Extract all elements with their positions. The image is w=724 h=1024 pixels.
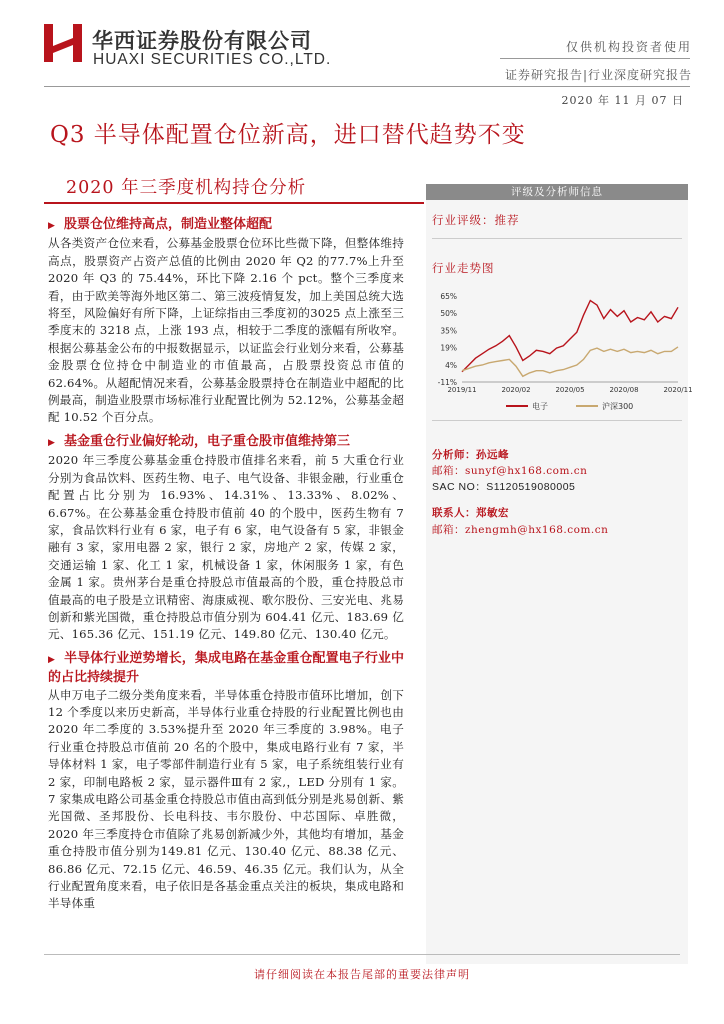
y-tick-label: -11% [437,378,457,387]
x-tick-label: 2019/11 [447,386,477,394]
y-tick-label: 65% [440,292,457,301]
section-heading: ▶ 基金重仓行业偏好轮动，电子重仓股市值维持第三 [48,433,404,452]
y-tick-label: 19% [440,343,457,353]
series-line-电子 [462,301,678,372]
huaxi-logo-icon [44,24,82,62]
footer-rule [44,954,680,955]
subtitle-underline [44,202,424,204]
triangle-bullet-icon: ▶ [48,437,55,448]
trend-chart-title: 行业走势图 [432,261,495,275]
sidebar-divider [432,238,682,239]
report-subtitle: 2020 年三季度机构持仓分析 [66,178,307,198]
x-tick-label: 2020/05 [555,386,585,394]
sidebar-divider [432,420,682,421]
header-rule [44,86,690,87]
main-column [48,214,404,916]
header-divider [500,58,690,59]
report-type: 证券研究报告|行业深度研究报告 [504,68,692,82]
legal-disclaimer: 请仔细阅读在本报告尾部的重要法律声明 [254,968,470,981]
report-date: 2020 年 11 月 07 日 [561,94,684,107]
triangle-bullet-icon: ▶ [48,221,55,231]
analyst-sac-number: SAC NO：S1120519080005 [432,481,576,493]
y-tick-label: 50% [440,309,457,319]
industry-rating: 行业评级：推荐 [432,213,520,227]
analyst-email: 邮箱：sunyf@hx168.com.cn [432,465,588,477]
company-name-cn: 华西证券股份有限公司 [92,29,312,53]
x-tick-label: 2020/08 [609,386,639,394]
section-heading: ▶ 股票仓位维持高点，制造业整体超配 [48,216,404,235]
series-line-沪深300 [462,347,678,376]
company-name-en: HUAXI SECURITIES CO.,LTD. [93,51,332,68]
report-title: Q3 半导体配置仓位新高，进口替代趋势不变 [50,122,526,148]
triangle-bullet-icon: ▶ [48,654,55,665]
sidebar-panel-title: 评级及分析师信息 [426,184,688,200]
trend-chart [428,284,693,414]
section-body: 2020 年三季度公募基金重仓持股市值排名来看，前 5 大重仓行业分别为食品饮料、医药生物、电子、电气设备、非银金融，行业重仓配置占比分别为 16.93%、14.31%、13.33%、8.02%、6.67%。在公募基金重仓持股市值前 40 的个股中，医药生物有 7 家，食品饮料行业有 6 家，电子有 6 家，电气设备有 5 家，非银金融有 3 家，家用电器 2 家，银行 2 家，房地产 2 家，传媒 2 家，交通运输 1 家、化工 1 家，机械设备 1 家，休闲服务 1 家，有色金属 1 家。贵州茅台是重仓持股总市值最高的个股，重仓持股总市值最高的电子股是立讯精密、海康威视、歌尔股份、三安光电、兆易创新和紫光国微，重仓持股总市值分别为 604.41 亿元、183.69 亿元、165.36 亿元、151.19 亿元、149.80 亿元、130.40 亿元。 [48,453,404,642]
y-tick-label: 35% [440,326,457,336]
y-tick-label: 4% [445,360,457,370]
contact-name: 联系人：郑敏宏 [432,507,509,519]
legend-label: 电子 [532,402,548,411]
legend-label: 沪深300 [602,402,634,411]
x-tick-label: 2020/11 [663,386,693,394]
audience-note: 仅供机构投资者使用 [565,40,692,54]
analyst-name: 分析师：孙远峰 [432,449,509,461]
section-body: 从申万电子二级分类角度来看，半导体重仓持股市值环比增加，创下 12 个季度以来历史新高，半导体行业重仓持股的行业配置比例也由 2020 年二季度的 3.53%提升至 2020 年三季度的 3.98%。电子行业重仓持股总市值前 20 名的个股中，集成电路行业有 7 家，半导体材料 1 家，电子零部件制造行业有 5 家，电子系统组装行业有 2 家，印制电路板 2 家，显示器件Ⅲ有 2 家,，LED 分別有 1 家。7 家集成电路公司基金重仓持股总市值由高到低分别是兆易创新、紫光国微、圣邦股份、长电科技、韦尔股份、中芯国际、卓胜微，2020 年三季度持仓市值除了兆易创新减少外，其他均有增加，基金重仓持股市值分别为149.81 亿元、130.40 亿元、88.38 亿元、86.86 亿元、72.15 亿元、46.59、46.35 亿元。我们认为，从全行业配置角度来看，电子依旧是各基金重点关注的板块，集成电路和半导体重 [48,687,404,911]
section-heading: ▶ 半导体行业逆势增长，集成电路在基金重仓配置电子行业中的占比持续提升 [48,650,404,686]
section-body: 从各类资产仓位来看，公募基金股票仓位环比些微下降，但整体维持高点，股票资产占资产总值的比例由 2020 年 Q2 的77.7%上升至 2020 年 Q3 的 75.44%，环比下降 2.16 个 pct。整个三季度来看，由于欧美等海外地区第二、第三波疫情复发，加上美国总统大选将至，风险偏好有所下降，上证综指由三季度初的3025 点上涨至三季度末的 3218 点，上涨 193 点，相较于二季度的涨幅有所收窄。根据公募基金公布的中报数据显示，以证监会行业划分来看，公募基金股票仓位持仓中制造业的市值最高，占股票投资总市值的 62.64%。从超配情况来看，公募基金股票持仓在制造业中超配的比例最高，制造业股票市场标准行业配置比例为 52.12%，公募基金超配 10.52 个百分点。 [48,236,404,425]
x-tick-label: 2020/02 [501,386,531,394]
contact-email: 邮箱：zhengmh@hx168.com.cn [432,524,609,536]
